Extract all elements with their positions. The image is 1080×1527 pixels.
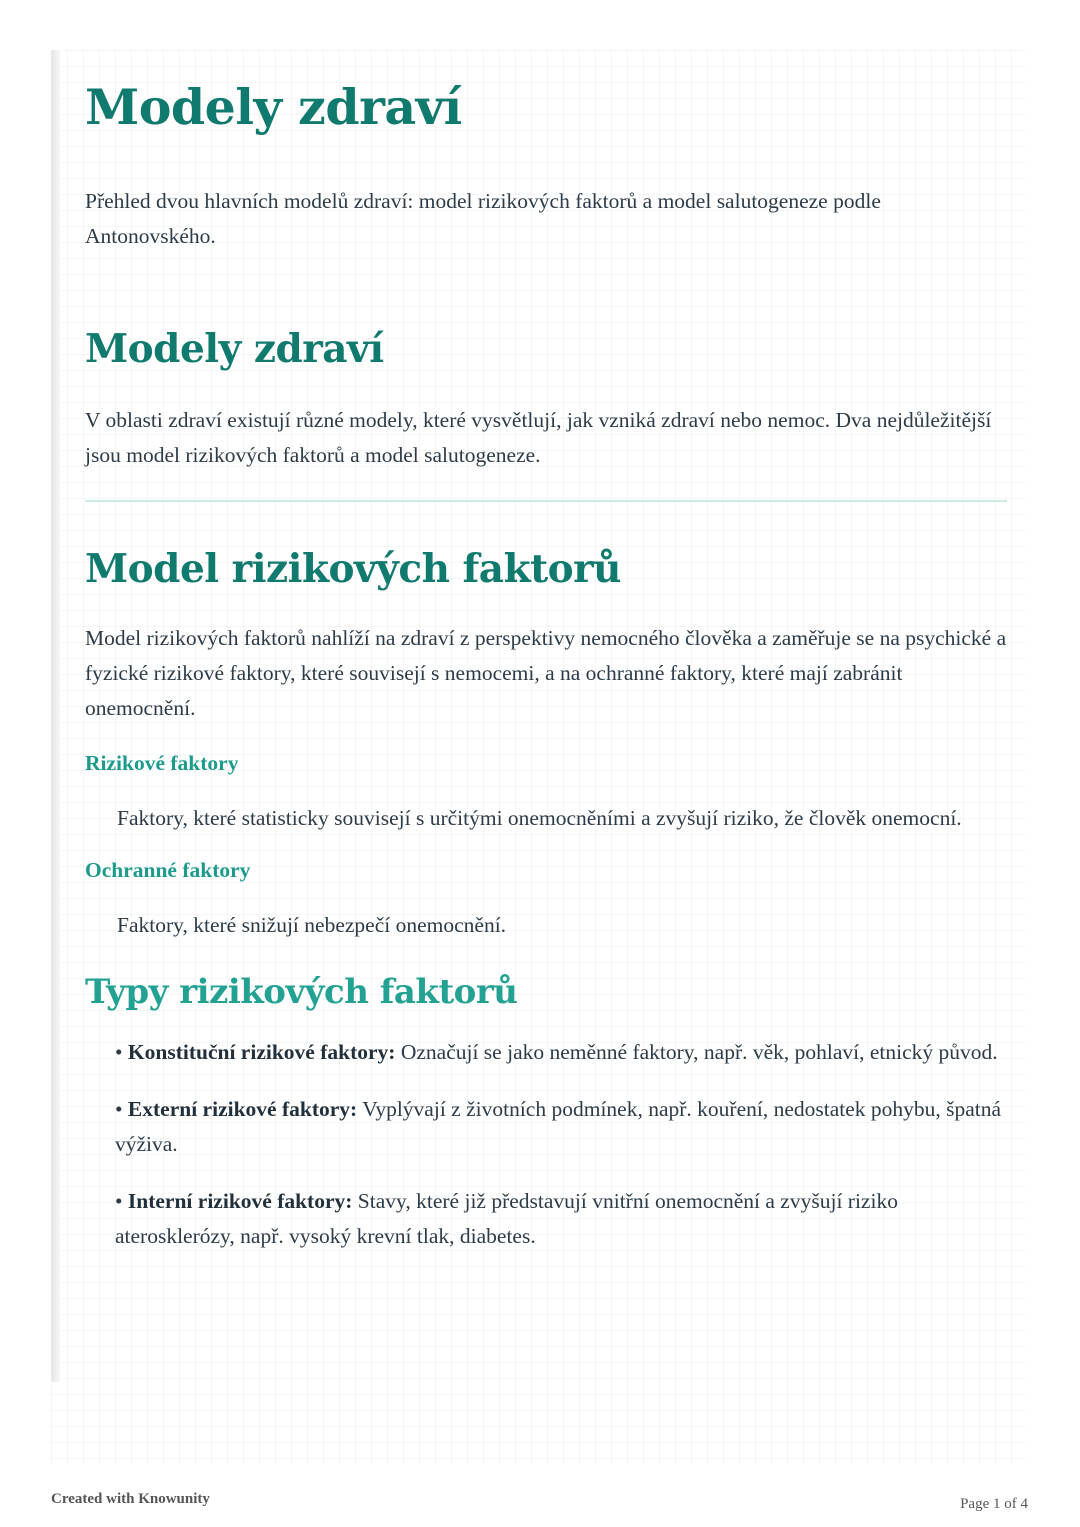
section-heading-modely: Modely zdraví bbox=[85, 326, 384, 372]
term-rizikove-faktory: Rizikové faktory bbox=[85, 751, 239, 775]
risk-factor-type-list bbox=[85, 1035, 1010, 1254]
section-modely-text: V oblasti zdraví existují různé modely, které vysvětlují, jak vzniká zdraví nebo nemoc. Dva nejdůležitější jsou model rizikových faktorů a model salutogeneze. bbox=[85, 408, 992, 467]
document-content bbox=[85, 72, 1010, 1276]
list-item-text: Označují se jako neměnné faktory, např. věk, pohlaví, etnický původ. bbox=[400, 1040, 998, 1064]
definition-rizikove-faktory: Faktory, které statisticky souvisejí s určitými onemocněními a zvyšují riziko, že člověk onemocní. bbox=[117, 806, 962, 830]
term-ochranne-faktory: Ochranné faktory bbox=[85, 858, 251, 882]
list-item-text: Stavy, které již představují vnitřní onemocnění a zvyšují riziko aterosklerózy, např. vysoký krevní tlak, diabetes. bbox=[115, 1189, 898, 1248]
bullet-icon: • bbox=[115, 1097, 123, 1121]
page-number: Page 1 of 4 bbox=[960, 1496, 1028, 1512]
list-item-label: Externí rizikové faktory: bbox=[127, 1097, 358, 1121]
list-item-label: Konstituční rizikové faktory: bbox=[127, 1040, 396, 1064]
list-item bbox=[115, 1092, 1010, 1162]
list-item-text: Vyplývají z životních podmínek, např. kouření, nedostatek pohybu, špatná výživa. bbox=[115, 1097, 1002, 1156]
bullet-icon: • bbox=[115, 1189, 123, 1213]
section-risk-model-text: Model rizikových faktorů nahlíží na zdraví z perspektivy nemocného člověka a zaměřuje se na psychické a fyzické rizikové faktory, které souvisejí s nemocemi, a na ochranné faktory, které mají zabránit onemocnění. bbox=[85, 626, 1007, 720]
intro-paragraph: Přehled dvou hlavních modelů zdraví: model rizikových faktorů a model salutogeneze podle Antonovského. bbox=[85, 189, 881, 248]
list-item bbox=[115, 1184, 1010, 1254]
list-item bbox=[115, 1035, 1010, 1070]
section-divider bbox=[85, 500, 1007, 502]
section-heading-model-rizikovych-faktoru: Model rizikových faktorů bbox=[85, 546, 622, 592]
created-with-label: Created with Knowunity bbox=[51, 1491, 210, 1507]
page-title: Modely zdraví bbox=[85, 78, 462, 136]
section-heading-typy-rizikovych-faktoru: Typy rizikových faktorů bbox=[85, 972, 518, 1012]
bullet-icon: • bbox=[115, 1040, 123, 1064]
list-item-label: Interní rizikové faktory: bbox=[127, 1189, 353, 1213]
definition-ochranne-faktory: Faktory, které snižují nebezpečí onemocnění. bbox=[117, 913, 507, 937]
page-edge-shadow bbox=[51, 50, 60, 1382]
